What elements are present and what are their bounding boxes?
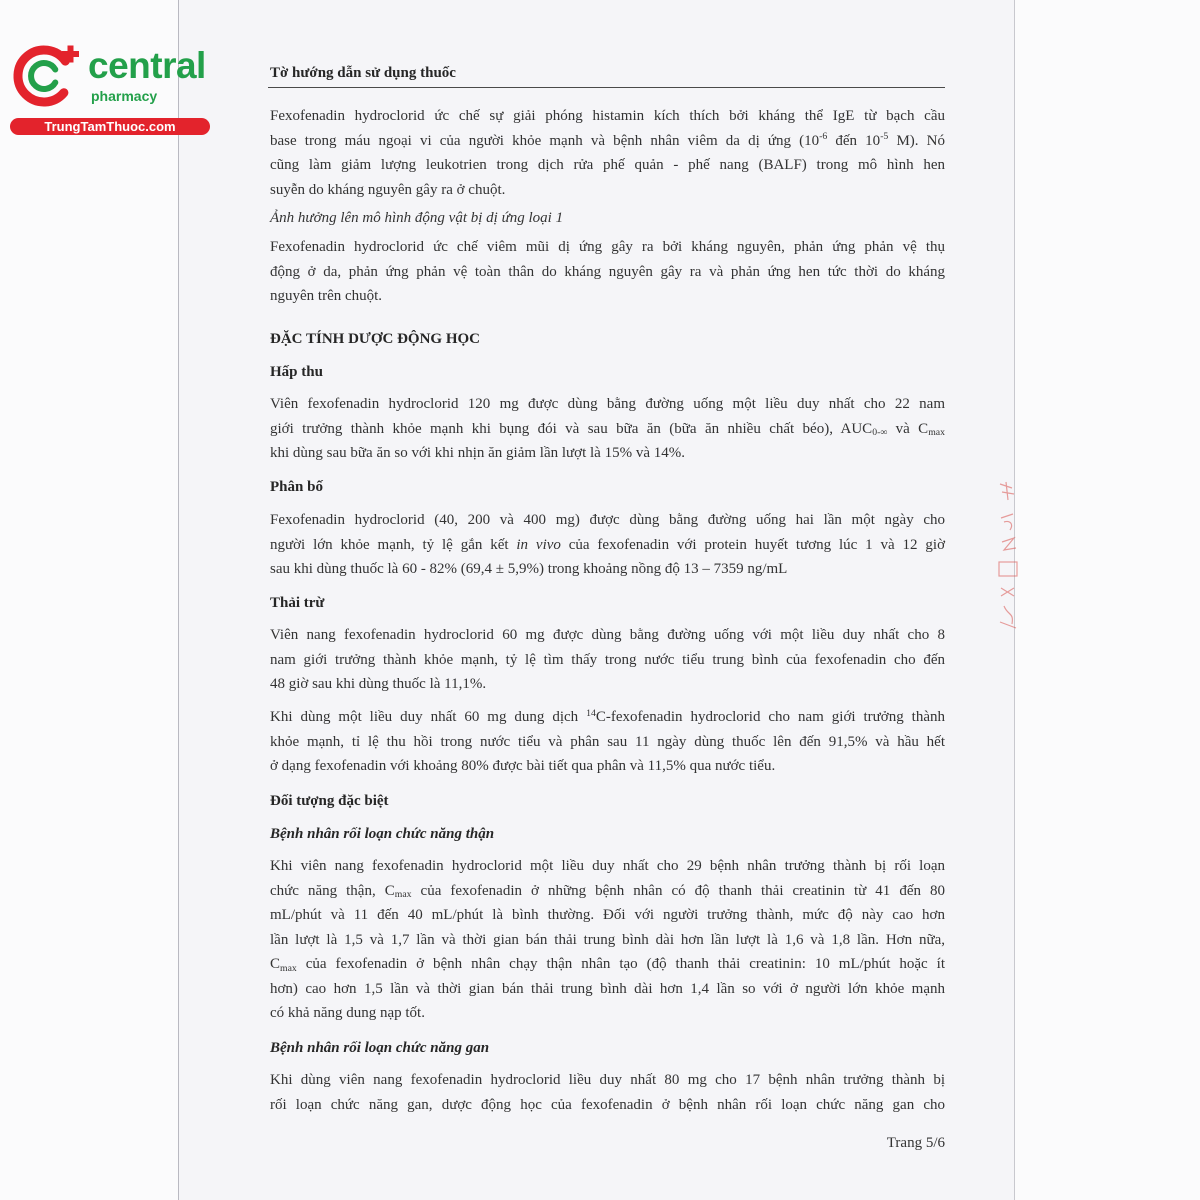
document-header-title: Tờ hướng dẫn sử dụng thuốc [270,65,456,81]
heading-text: Đối tượng đặc biệt [270,793,389,809]
text-line [270,705,945,730]
red-stamp-mark [992,478,1028,634]
text-line: lần lượt là 1,5 và 1,7 lần và thời gian bán thải trung bình dài hơn lần lượt là 1,6 và 1,8 lần. Hơn nữa, [270,931,945,948]
heading-text: Thải trừ [270,595,325,611]
subheading-text: Bệnh nhân rối loạn chức năng thận [270,826,495,842]
subheading-renal-impairment [270,822,945,847]
text-line: suyễn do kháng nguyên gây ra ở chuột. [270,181,506,198]
heading-text: Hấp thu [270,364,323,380]
pharmacy-cross-logo-icon [10,38,80,108]
text-line: Viên fexofenadin hydroclorid 120 mg được dùng bằng đường uống một liều duy nhất cho 22 nam [270,396,945,412]
page-number: Trang 5/6 [886,1135,945,1151]
text-line [270,417,945,442]
text-line: hơn) cao hơn 1,5 lần và thời gian bán thải trung bình dài hơn 1,4 lần so với ở người lớn khỏe mạnh [270,980,945,997]
paragraph-hepatic-impairment [270,1068,945,1117]
text-segment: C-fexofenadin hydroclorid cho nam giới trưởng thành [595,709,945,725]
logo-tagline: pharmacy [91,88,158,104]
text-line: Khi dùng viên nang fexofenadin hydroclorid liều duy nhất 80 mg cho 17 bệnh nhân trưởng thành bị [270,1072,945,1088]
header-divider [268,87,945,88]
text-line: động ở da, phản ứng phản vệ toàn thân do kháng nguyên gây ra và phản ứng hen tức thời do kháng [270,263,945,280]
text-segment: Khi dùng một liều duy nhất 60 mg dung dịch [270,709,587,725]
text-line: Viên nang fexofenadin hydroclorid 60 mg được dùng bằng đường uống với một liều duy nhất cho 8 [270,627,945,643]
text-segment: giới trưởng thành khỏe mạnh khi bụng đói và sau bữa ăn (bữa ăn nhiều chất béo), AUC [270,420,873,437]
paragraph-distribution [270,508,945,582]
paragraph-absorption [270,392,945,466]
subheading-text: Ảnh hưởng lên mô hình động vật bị dị ứng loại 1 [270,210,564,226]
text-segment: M). Nó [888,132,945,149]
paragraph-elimination-urine [270,623,945,697]
paragraph-elimination-radiolabel [270,705,945,779]
text-line: Fexofenadin hydroclorid ức chế viêm mũi dị ứng gây ra bởi kháng nguyên, phản ứng phản vệ thụ [270,239,945,255]
text-line: Khi viên nang fexofenadin hydroclorid một liều duy nhất cho 29 bệnh nhân trưởng thành bị rối loạn [270,858,945,874]
subscript: max [928,427,945,439]
subscript: max [280,962,297,974]
text-line: nam giới trưởng thành khỏe mạnh, tỷ lệ tìm thấy trong nước tiểu trung bình của fexofenadin cho đến [270,651,945,668]
subheading-text: Bệnh nhân rối loạn chức năng gan [270,1040,490,1056]
text-line [270,879,945,904]
text-segment: và C [887,420,929,437]
text-line: Fexofenadin hydroclorid (40, 200 và 400 mg) được dùng bằng đường uống hai lần một ngày cho [270,512,945,528]
text-segment: base trong máu ngoại vi của người khỏe mạnh và bệnh nhân viêm da dị ứng (10 [270,132,820,149]
central-pharmacy-logo [0,0,220,140]
heading-text: Phân bố [270,479,323,495]
subscript: max [394,889,412,901]
text-line: có khả năng dung nạp tốt. [270,1005,425,1021]
superscript: 14 [586,707,596,719]
text-line: nguyên trên chuột. [270,288,383,304]
text-segment: của fexofenadin ở bệnh nhân chạy thận nhân tạo (độ thanh thải creatinin: 10 mL/phút hoặc ít [296,956,945,972]
logo-website-banner: TrungTamThuoc.com [10,118,210,135]
paragraph-ige-histamine [270,104,945,202]
logo-brand-name: central [88,45,206,86]
text-line: sau khi dùng thuốc là 60 - 82% (69,4 ± 5,9%) trong khoảng nồng độ 13 – 7359 ng/mL [270,561,788,577]
text-line: Fexofenadin hydroclorid ức chế sự giải phóng histamin kích thích bởi kháng thể IgE từ bạch cầu [270,108,945,124]
paragraph-renal-impairment [270,854,945,1026]
subheading-hepatic-impairment [270,1036,945,1061]
text-line: khỏe mạnh, tỉ lệ thu hồi trong nước tiểu và phân sau 11 ngày dùng thuốc lên đến 91,5% và hầu hết [270,733,945,750]
text-segment: chức năng thận, C [270,882,395,899]
text-line [270,533,945,558]
subscript: 0-∞ [872,427,888,439]
italic-term: in vivo [516,536,561,553]
text-line: cũng làm giảm lượng leukotrien trong dịch rửa phế quản - phế nang (BALF) trong mô hình hen [270,157,945,173]
text-segment: đến 10 [827,132,881,149]
text-segment: của fexofenadin ở những bệnh nhân có độ thanh thải creatinin từ 41 đến 80 [411,882,945,899]
paragraph-allergic-rhinitis [270,235,945,309]
subheading-animal-model [270,206,945,231]
heading-distribution [270,475,945,500]
superscript: -6 [819,131,828,143]
text-line: rối loạn chức năng gan, dược động học của fexofenadin ở bệnh nhân rối loạn chức năng gan cho [270,1096,945,1113]
text-line: khi dùng sau bữa ăn so với khi nhịn ăn giảm lần lượt là 15% và 14%. [270,445,685,461]
text-line: 48 giờ sau khi dùng thuốc là 11,1%. [270,676,487,692]
heading-absorption [270,360,945,385]
text-line: mL/phút và 11 đến 40 mL/phút là bình thường. Đối với người trưởng thành, mức độ này cao hơn [270,907,945,923]
text-line [270,952,945,977]
heading-text: ĐẶC TÍNH DƯỢC ĐỘNG HỌC [270,331,481,347]
text-line [270,129,945,154]
text-segment: người lớn khỏe mạnh, tỷ lệ gắn kết [270,536,517,553]
text-segment: C [270,956,281,972]
text-segment: của fexofenadin với protein huyết tương lúc 1 và 12 giờ [560,536,945,553]
section-heading-pharmacokinetics [270,327,945,352]
document-header [270,61,945,86]
text-line: ở dạng fexofenadin với khoảng 80% được bài tiết qua phân và 11,5% qua nước tiểu. [270,758,776,774]
heading-special-populations [270,789,945,814]
heading-elimination [270,591,945,616]
superscript: -5 [880,131,889,143]
